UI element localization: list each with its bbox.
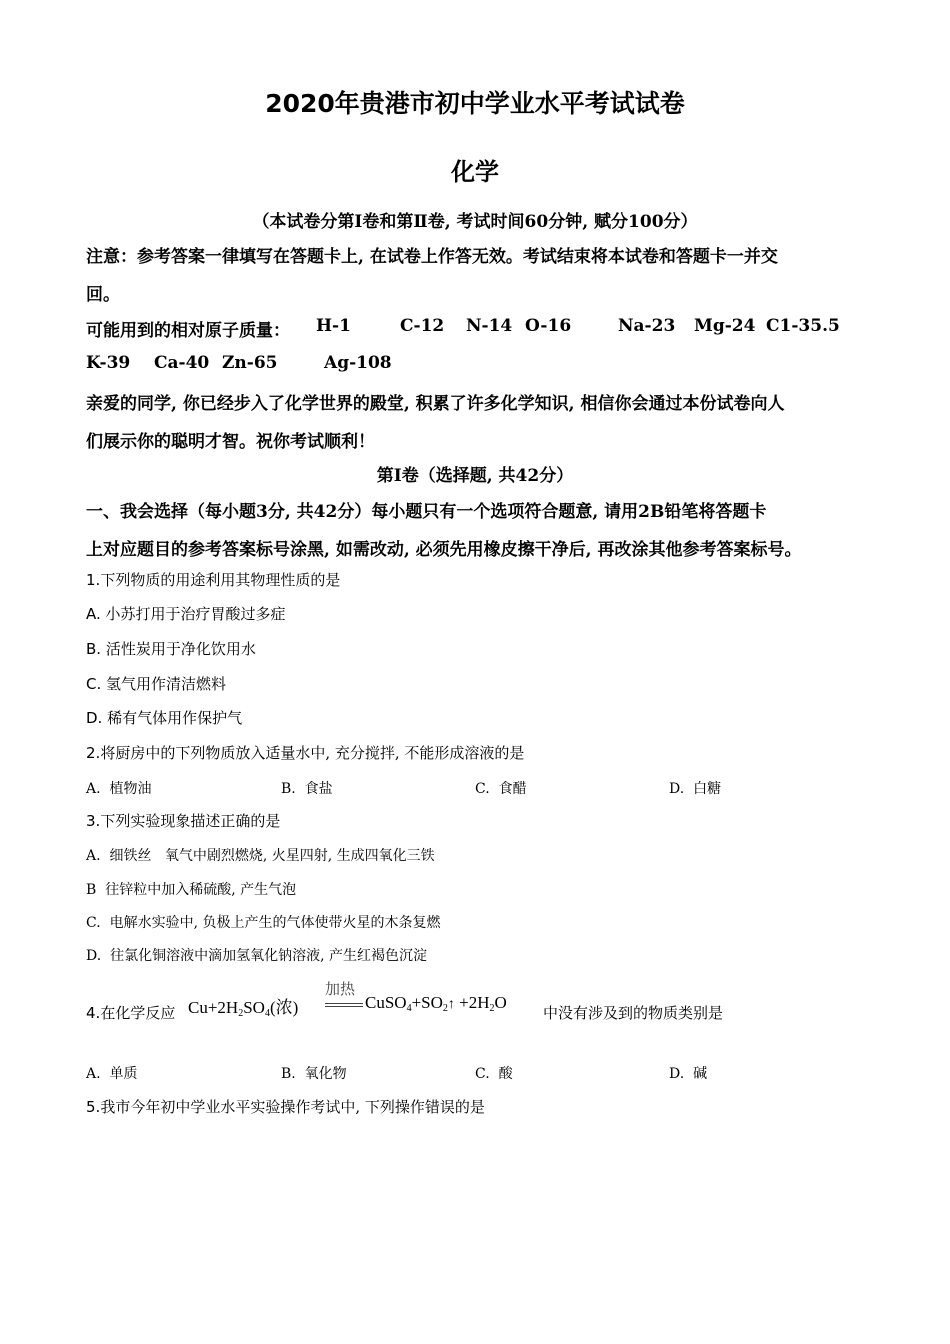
gas-arrow: ↑: [447, 997, 455, 1012]
option-text: 稀有气体用作保护气: [107, 709, 243, 727]
atomic-mass-n: N-14: [466, 316, 513, 336]
option-letter: D.: [86, 948, 102, 964]
option-letter: B.: [86, 640, 102, 658]
atomic-mass-c: C-12: [400, 316, 445, 336]
atomic-mass-mg: Mg-24: [694, 316, 756, 336]
option-letter: C.: [475, 1066, 490, 1082]
reaction-equation-rhs: [365, 993, 507, 1014]
formula-subscript: 2: [442, 1003, 448, 1014]
question-text: 将厨房中的下列物质放入适量水中, 充分搅拌, 不能形成溶液的是: [100, 744, 525, 762]
question-3-option-c: [86, 912, 440, 932]
question-4-prefix: [86, 1002, 175, 1023]
option-text: 植物油: [109, 781, 152, 797]
question-4-option-d: [669, 1063, 707, 1083]
atomic-mass-na: Na-23: [618, 316, 676, 336]
greeting-line-1: 亲爱的同学, 你已经步入了化学世界的殿堂, 积累了许多化学知识, 相信你会通过本份试卷向人: [86, 394, 785, 414]
option-letter: B: [86, 882, 97, 898]
question-2-option-b: [281, 778, 333, 798]
atomic-mass-ag: Ag-108: [324, 353, 392, 373]
option-text: 氧化物: [304, 1066, 347, 1082]
question-3-option-b: [86, 879, 296, 899]
question-1-option-a: [86, 603, 286, 624]
greeting-line-2: 们展示你的聪明才智。祝你考试顺利！: [86, 432, 375, 452]
question-text: 我市今年初中学业水平实验操作考试中, 下列操作错误的是: [100, 1098, 485, 1116]
question-text: 在化学反应: [100, 1004, 176, 1022]
option-text: 酸: [498, 1066, 513, 1082]
option-letter: D.: [669, 781, 685, 797]
reaction-condition: 加热: [325, 980, 356, 998]
question-5: [86, 1096, 485, 1117]
option-text: 往锌粒中加入稀硫酸, 产生气泡: [105, 882, 297, 898]
option-letter: D.: [86, 709, 103, 727]
question-2-option-a: [86, 778, 151, 798]
formula-part: SO: [243, 998, 265, 1017]
atomic-mass-cl: C1-35.5: [766, 316, 840, 336]
question-4-option-a: [86, 1063, 137, 1083]
atomic-mass-ca: Ca-40: [154, 353, 210, 373]
question-text: 下列物质的用途利用其物理性质的是: [100, 571, 341, 589]
part1-heading: 第Ⅰ卷（选择题, 共42分）: [376, 466, 574, 486]
question-number: 5.: [86, 1098, 101, 1116]
question-3-option-d: [86, 945, 427, 965]
option-letter: A.: [86, 848, 101, 864]
concentrated-label: (浓): [269, 998, 299, 1017]
option-text: 碱: [693, 1066, 708, 1082]
option-letter: C.: [475, 781, 490, 797]
question-2-option-c: [475, 778, 527, 798]
formula-subscript: 2: [489, 1003, 495, 1014]
formula-part: +SO: [411, 993, 443, 1012]
question-1: [86, 569, 340, 590]
subject-title: 化学: [451, 158, 499, 186]
option-letter: D.: [669, 1066, 685, 1082]
reaction-arrow-line-top: [325, 1003, 363, 1004]
atomic-mass-k: K-39: [86, 353, 131, 373]
question-4-option-b: [281, 1063, 347, 1083]
part1-instruction-line-2: 上对应题目的参考答案标号涂黑, 如需改动, 必须先用橡皮擦干净后, 再改涂其他参考答案标号。: [86, 540, 802, 560]
atomic-mass-o: O-16: [525, 316, 572, 336]
question-3: [86, 810, 280, 831]
option-letter: B.: [281, 1066, 296, 1082]
option-text: 食醋: [498, 781, 527, 797]
option-text: 小苏打用于治疗胃酸过多症: [105, 605, 286, 623]
formula-subscript: 2: [238, 1008, 244, 1019]
option-letter: B.: [281, 781, 296, 797]
question-number: 4.: [86, 1004, 101, 1022]
notice-line-1: 注意：参考答案一律填写在答题卡上, 在试卷上作答无效。考试结束将本试卷和答题卡一并交: [86, 247, 778, 267]
formula-part: CuSO: [365, 993, 407, 1012]
formula-subscript: 4: [264, 1008, 270, 1019]
question-1-option-d: [86, 707, 242, 728]
question-2-option-d: [669, 778, 721, 798]
option-letter: A.: [86, 605, 101, 623]
question-1-option-b: [86, 638, 256, 659]
exam-title: 2020年贵港市初中学业水平考试试卷: [265, 89, 685, 118]
option-text: 活性炭用于净化饮用水: [105, 640, 256, 658]
reaction-arrow-line-bottom: [325, 1006, 363, 1007]
part1-instruction-line-1: 一、我会选择（每小题3分, 共42分）每小题只有一个选项符合题意, 请用2B铅笔将答题卡: [86, 502, 767, 522]
reaction-equation-lhs: [188, 993, 298, 1019]
question-4-option-c: [475, 1063, 513, 1083]
formula-subscript: 4: [406, 1003, 412, 1014]
question-1-option-c: [86, 673, 226, 694]
atomic-mass-zn: Zn-65: [222, 353, 278, 373]
question-number: 1.: [86, 571, 101, 589]
option-text: 白糖: [693, 781, 722, 797]
notice-line-2: 回。: [86, 285, 120, 305]
option-letter: A.: [86, 1066, 101, 1082]
option-letter: C.: [86, 915, 101, 931]
question-text: 下列实验现象描述正确的是: [100, 812, 281, 830]
exam-info: （本试卷分第Ⅰ卷和第Ⅱ卷, 考试时间60分钟, 赋分100分）: [252, 212, 698, 232]
question-number: 2.: [86, 744, 101, 762]
atomic-mass-h: H-1: [316, 316, 351, 336]
question-3-option-a: [86, 845, 435, 865]
option-text: 电解水实验中, 负极上产生的气体使带火星的木条复燃: [109, 915, 441, 931]
option-text: 单质: [109, 1066, 138, 1082]
option-text: 氢气用作清洁燃料: [106, 675, 227, 693]
question-4-suffix: 中没有涉及到的物质类别是: [543, 1004, 724, 1022]
formula-part: +2H: [459, 993, 490, 1012]
question-2: [86, 742, 524, 763]
option-text: 食盐: [304, 781, 333, 797]
option-text: 细铁丝 氧气中剧烈燃烧, 火星四射, 生成四氧化三铁: [109, 848, 435, 864]
question-number: 3.: [86, 812, 101, 830]
option-letter: A.: [86, 781, 101, 797]
formula-part: O: [494, 993, 507, 1012]
option-text: 往氯化铜溶液中滴加氢氧化钠溶液, 产生红褐色沉淀: [110, 948, 427, 964]
option-letter: C.: [86, 675, 102, 693]
atomic-mass-label: 可能用到的相对原子质量：: [86, 321, 290, 341]
formula-part: Cu+2H: [188, 998, 239, 1017]
